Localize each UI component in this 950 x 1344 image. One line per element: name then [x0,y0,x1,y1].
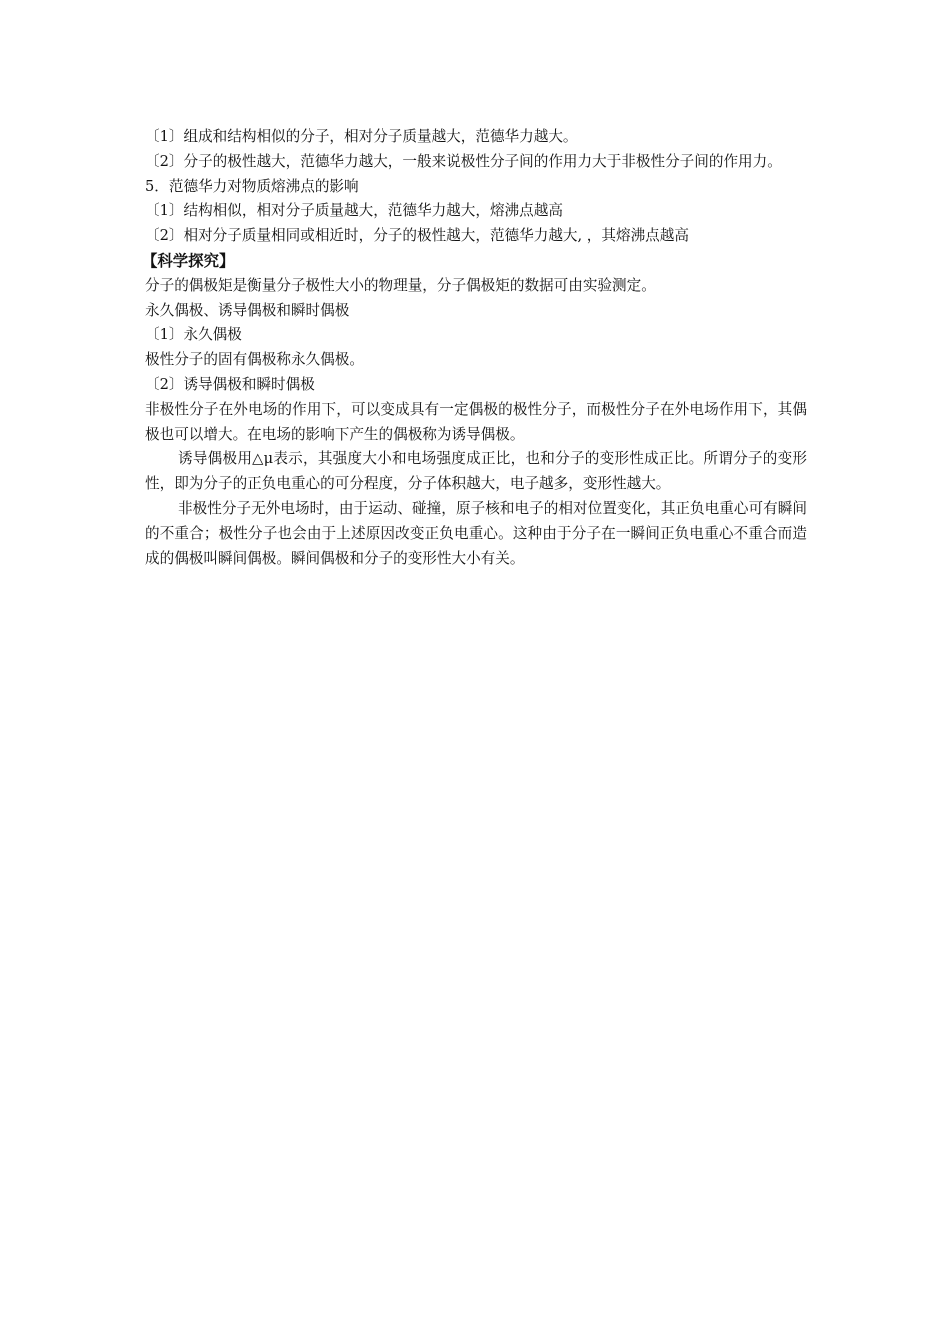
paragraph-instant-dipole: 非极性分子无外电场时，由于运动、碰撞，原子核和电子的相对位置变化，其正负电重心可有瞬间的不重合；极性分子也会由于上述原因改变正负电重心。这种由于分子在一瞬间正负电重心不重合而造成的偶极叫瞬间偶极。瞬间偶极和分子的变形性大小有关。 [145,499,807,567]
section-heading-melting-boiling-points: 5．范德华力对物质熔沸点的影响 [145,177,359,195]
subheading-induced-instant-dipole: 〔2〕诱导偶极和瞬时偶极 [145,375,315,393]
paragraph-dipole-moment: 分子的偶极矩是衡量分子极性大小的物理量，分子偶极矩的数据可由实验测定。 [145,276,656,294]
paragraph-melting-rule-1: 〔1〕结构相似，相对分子质量越大，范德华力越大，熔沸点越高 [145,202,563,220]
section-heading-scientific-inquiry: 【科学探究】 [142,251,235,270]
document-body [142,125,807,571]
paragraph-melting-rule-2: 〔2〕相对分子质量相同或相近时，分子的极性越大，范德华力越大, ，其熔沸点越高 [145,227,689,245]
subheading-permanent-dipole: 〔1〕永久偶极 [145,326,242,344]
paragraph-dipole-types: 永久偶极、诱导偶极和瞬时偶极 [145,301,350,319]
paragraph-permanent-dipole: 极性分子的固有偶极称永久偶极。 [145,351,364,369]
paragraph-van-der-waals-rule-2: 〔2〕分子的极性越大，范德华力越大，一般来说极性分子间的作用力大于非极性分子间的作用力。 [145,152,782,170]
paragraph-van-der-waals-rule-1: 〔1〕组成和结构相似的分子，相对分子质量越大，范德华力越大。 [145,128,578,145]
paragraph-induced-dipole: 非极性分子在外电场的作用下，可以变成具有一定偶极的极性分子，而极性分子在外电场作用下，其偶极也可以增大。在电场的影响下产生的偶极称为诱导偶极。 [145,400,807,443]
paragraph-induced-dipole-strength: 诱导偶极用△μ表示，其强度大小和电场强度成正比，也和分子的变形性成正比。所谓分子的变形性，即为分子的正负电重心的可分程度，分子体积越大，电子越多，变形性越大。 [145,450,807,493]
